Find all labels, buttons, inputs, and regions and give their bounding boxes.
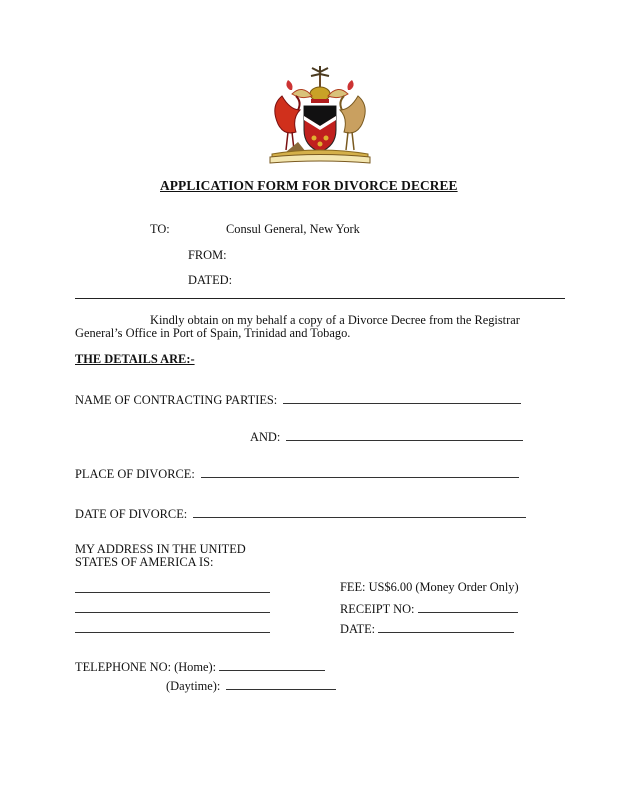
coat-of-arms-icon xyxy=(262,66,378,166)
place-of-divorce-input[interactable] xyxy=(201,465,519,478)
fee-date-row xyxy=(340,620,514,637)
address-line-1-input[interactable] xyxy=(75,580,270,593)
motto-scroll xyxy=(270,155,370,164)
address-line-2-input[interactable] xyxy=(75,600,270,613)
fee-date-input[interactable] xyxy=(378,620,514,633)
palm-tree-icon xyxy=(311,66,329,88)
form-title: APPLICATION FORM FOR DIVORCE DECREE xyxy=(160,178,458,193)
and-row xyxy=(250,428,523,445)
telephone-daytime-label: (Daytime): xyxy=(166,679,221,693)
and-label: AND: xyxy=(250,430,281,444)
details-heading: THE DETAILS ARE:- xyxy=(75,352,195,366)
contracting-parties-label: NAME OF CONTRACTING PARTIES: xyxy=(75,393,278,407)
place-of-divorce-label: PLACE OF DIVORCE: xyxy=(75,467,195,481)
request-paragraph-line1: Kindly obtain on my behalf a copy of a Divorce Decree from the Registrar xyxy=(150,313,520,327)
date-of-divorce-label: DATE OF DIVORCE: xyxy=(75,507,188,521)
telephone-daytime-row xyxy=(166,677,336,694)
contracting-parties-input[interactable] xyxy=(283,391,521,404)
fee-date-label: DATE: xyxy=(340,622,376,636)
telephone-home-row xyxy=(75,658,325,675)
receipt-row xyxy=(340,600,518,617)
contracting-parties-row xyxy=(75,391,521,408)
address-label-line2: STATES OF AMERICA IS: xyxy=(75,555,214,569)
date-of-divorce-input[interactable] xyxy=(193,505,526,518)
place-of-divorce-row xyxy=(75,465,519,482)
address-line-3-input[interactable] xyxy=(75,620,270,633)
request-paragraph-line2: General’s Office in Port of Spain, Trinidad and Tobago. xyxy=(75,326,351,340)
receipt-label: RECEIPT NO: xyxy=(340,602,415,616)
telephone-home-label: TELEPHONE NO: (Home): xyxy=(75,660,217,674)
shield-icon xyxy=(304,106,336,152)
scarlet-ibis-icon xyxy=(275,96,300,150)
receipt-number-input[interactable] xyxy=(418,600,518,613)
date-of-divorce-row xyxy=(75,505,526,522)
cocrico-bird-icon xyxy=(340,96,365,150)
header-divider xyxy=(75,298,565,299)
telephone-daytime-input[interactable] xyxy=(226,677,336,690)
second-party-input[interactable] xyxy=(286,428,523,441)
fee-text: FEE: US$6.00 (Money Order Only) xyxy=(340,580,519,594)
telephone-home-input[interactable] xyxy=(219,658,325,671)
to-value: Consul General, New York xyxy=(226,222,360,236)
to-label: TO: xyxy=(150,222,170,236)
dated-label: DATED: xyxy=(188,273,233,287)
from-label: FROM: xyxy=(188,248,227,262)
address-label-line1: MY ADDRESS IN THE UNITED xyxy=(75,542,246,556)
